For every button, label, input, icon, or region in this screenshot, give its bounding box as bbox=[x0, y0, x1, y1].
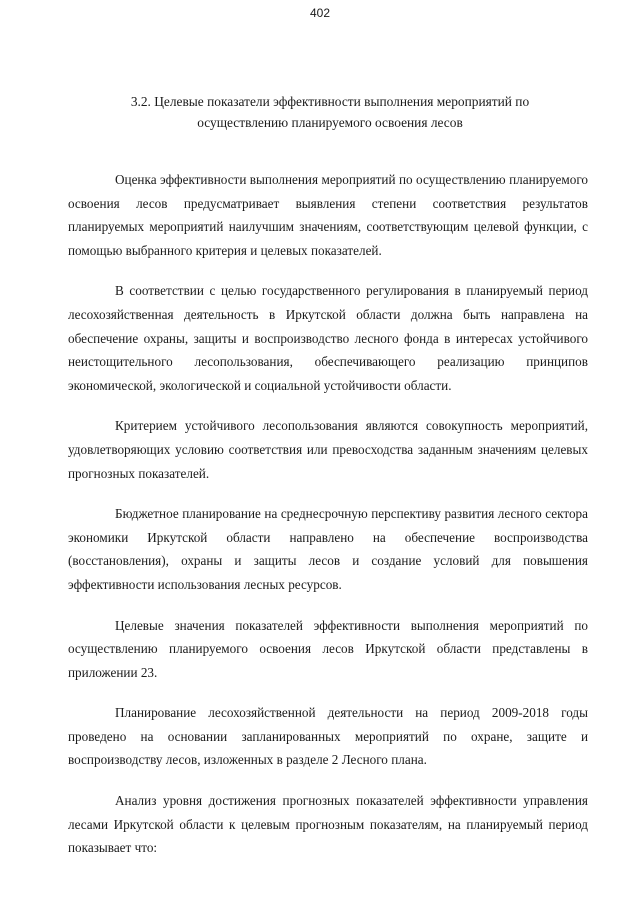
paragraph-target-values: Целевые значения показателей эффективности выполнения мероприятий по осуществлению планируемого освоения лесов Иркутской области представлены в приложении 23. bbox=[68, 617, 588, 680]
section-heading-line-1: 3.2. Целевые показатели эффективности выполнения мероприятий по bbox=[130, 94, 530, 109]
paragraph-analysis: Анализ уровня достижения прогнозных показателей эффективности управления лесами Иркутской области к целевым прогнозным показателям, на планируемый период показывает что: bbox=[68, 793, 588, 856]
paragraph-state-regulation: В соответствии с целью государственного регулирования в планируемый период лесохозяйственная деятельность в Иркутской области должна быть направлена на обеспечение охраны, защиты и воспроизводство лесного фонда в интересах устойчивого неистощительного лесопользования, обеспечивающего реализацию принципов экономической, экологической и социальной устойчивости области. bbox=[68, 283, 588, 393]
paragraph-budget-planning: Бюджетное планирование на среднесрочную перспективу развития лесного сектора экономики Иркутской области направлено на обеспечение воспроизводства (восстановления), охраны и защиты лесов и создание условий для повышения эффективности использования лесных ресурсов. bbox=[68, 506, 588, 592]
paragraph-planning-period: Планирование лесохозяйственной деятельности на период 2009-2018 годы проведено на основании запланированных мероприятий по охране, защите и воспроизводству лесов, изложенных в разделе 2 Лесного плана. bbox=[68, 705, 588, 768]
paragraph-sustainability-criterion: Критерием устойчивого лесопользования являются совокупность мероприятий, удовлетворяющих условию соответствия или превосходства заданным значениям целевых прогнозных показателей. bbox=[68, 418, 588, 481]
page-number: 402 bbox=[309, 6, 331, 20]
section-heading bbox=[70, 91, 590, 133]
body-text bbox=[68, 168, 588, 860]
paragraph-evaluation: Оценка эффективности выполнения мероприятий по осуществлению планируемого освоения лесов предусматривает выявления степени соответствия результатов планируемых мероприятий наилучшим значениям, соответствующим целевой функции, с помощью выбранного критерия и целевых показателей. bbox=[68, 172, 588, 258]
section-heading-line-2: осуществлению планируемого освоения лесов bbox=[197, 115, 463, 130]
